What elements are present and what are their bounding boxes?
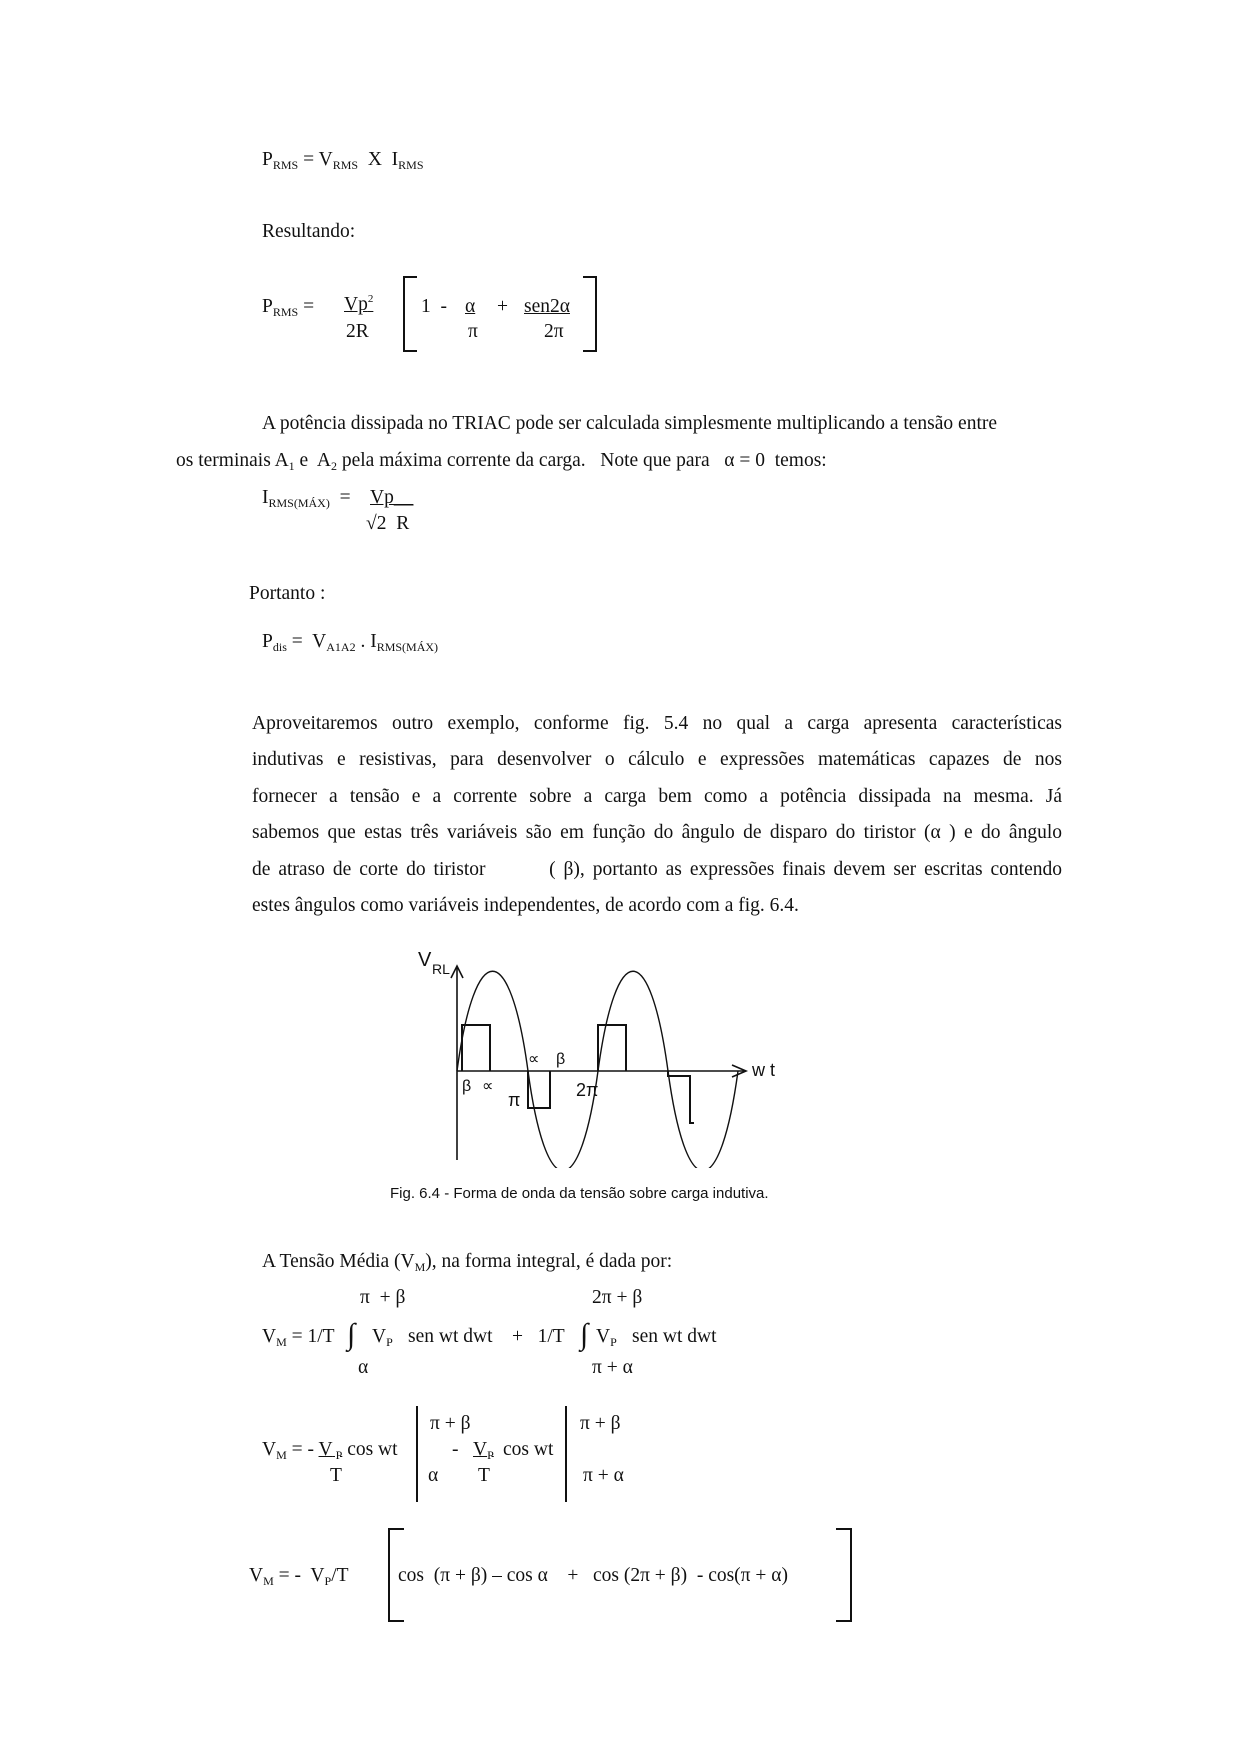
paragraph-line: estes ângulos como variáveis independentes, de acordo com a fig. 6.4. (252, 895, 799, 917)
equation-prms-product: $P_{RMS} = V_{RMS}$ X $I_{RMS}$ (262, 149, 424, 172)
label-beta: β (462, 1078, 472, 1095)
figure-caption: Fig. 6.4 - Forma de onda da tensão sobre carga indutiva. (390, 1185, 769, 1202)
label-alpha-2: ∝ (528, 1051, 540, 1068)
paragraph-line: sabemos que estas três variáveis são em função do ângulo de disparo do tiristor (α ) e do ângulo (252, 822, 1062, 844)
label-alpha: ∝ (482, 1078, 494, 1095)
x-axis-label: w t (752, 1060, 776, 1080)
text-vm-intro: A Tensão Média $(V_M)$, na forma integral, é dada por: (262, 1251, 673, 1274)
label-beta-2: β (556, 1051, 566, 1068)
paragraph-example (252, 706, 1062, 924)
paragraph-line: Aproveitaremos outro exemplo, conforme fig. 5.4 no qual a carga apresenta características (252, 713, 1062, 734)
figure-waveform (400, 948, 820, 1168)
waveform-diagram (400, 948, 820, 1168)
label-2pi: 2π (576, 1080, 599, 1100)
paragraph-line: de atraso de corte do tiristor ( β), portanto as expressões finais devem ser escritas contendo (252, 858, 1062, 880)
equation-pdis: $P_{dis} = V_{A1A2}$ . $I_{RMS(MÁX)}$ (262, 631, 439, 654)
pulse-positive-1 (462, 1025, 490, 1071)
text-resultando: Resultando: (262, 221, 356, 242)
paragraph-line: fornecer a tensão e a corrente sobre a carga bem como a potência dissipada na mesma. Já (252, 785, 1062, 807)
paragraph-line: indutivas e resistivas, para desenvolver o cálculo e expressões matemáticas capazes de nos (252, 749, 1062, 771)
y-axis-label: V (418, 949, 432, 971)
y-axis-label-sub: RL (432, 961, 450, 977)
pulse-positive-2 (598, 1025, 626, 1071)
label-pi: π (508, 1090, 521, 1110)
text-portanto: Portanto : (249, 583, 326, 604)
